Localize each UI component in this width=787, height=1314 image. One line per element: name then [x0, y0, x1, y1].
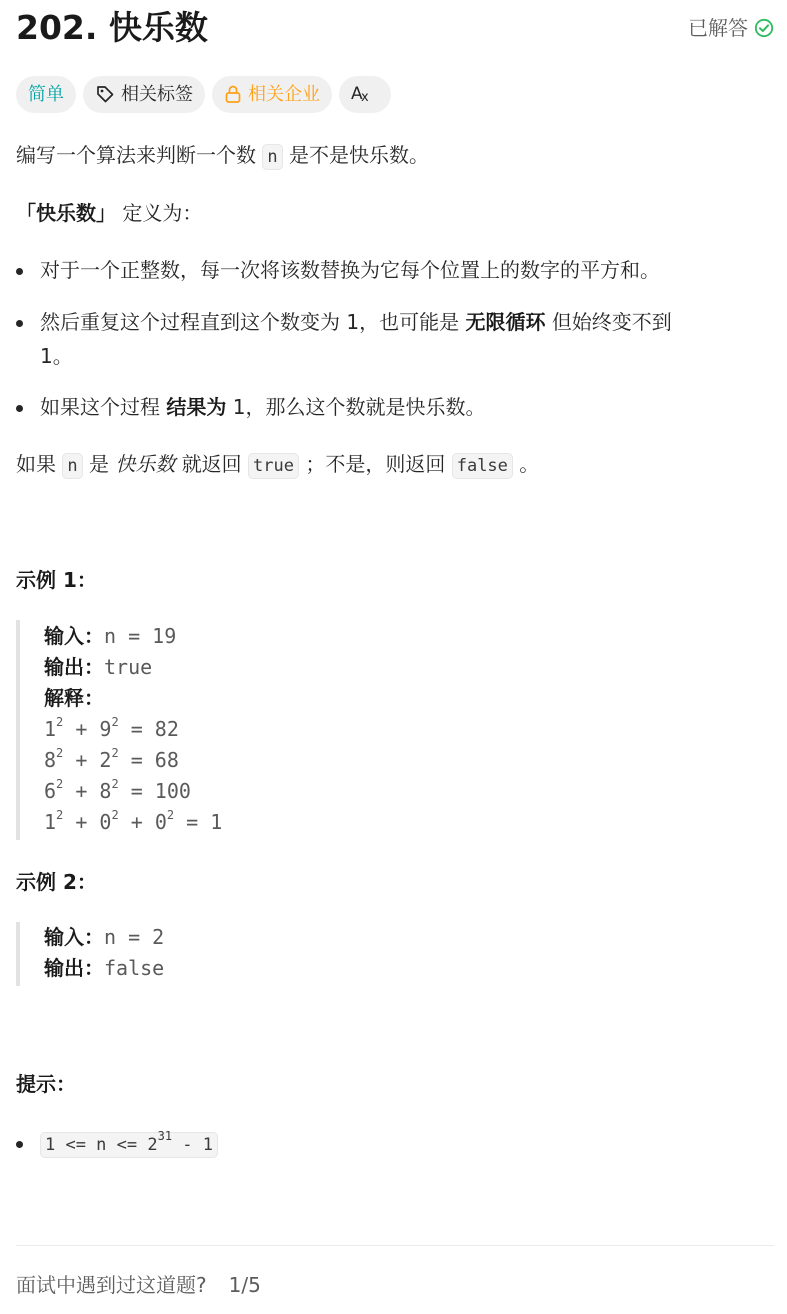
- example-input-line: [44, 621, 222, 652]
- topics-tag-button[interactable]: [83, 76, 205, 113]
- operator: +: [63, 748, 100, 772]
- digit: 0: [154, 810, 167, 834]
- digit: 9: [99, 717, 112, 741]
- explain-step: [44, 807, 222, 838]
- input-value: n = 19: [104, 624, 177, 648]
- example-explain-line: [44, 683, 222, 714]
- input-label: 输入：: [44, 624, 104, 648]
- inline-code-n: n: [262, 144, 282, 170]
- explain-step: [44, 776, 222, 807]
- operator: +: [63, 779, 100, 803]
- translate-icon: [350, 82, 374, 104]
- italic-text: 快乐数: [115, 452, 176, 476]
- exponent: 2: [56, 715, 64, 729]
- bold-text: 无限循环: [465, 310, 546, 334]
- digit: 1: [44, 717, 57, 741]
- digit: 2: [99, 748, 112, 772]
- list-item: [16, 253, 774, 287]
- example-output-line: [44, 953, 164, 984]
- divider: [16, 1245, 774, 1246]
- companies-tag-button[interactable]: [212, 76, 332, 113]
- example-2-heading: 示例 2：: [16, 870, 97, 894]
- text: 就返回: [181, 452, 242, 476]
- result: = 68: [118, 748, 179, 772]
- input-label: 输入：: [44, 925, 104, 949]
- result: = 1: [174, 810, 223, 834]
- example-2-block: [44, 922, 164, 984]
- exponent: 2: [111, 777, 119, 791]
- interview-question-label: 面试中遇到过这道题?: [16, 1273, 207, 1297]
- digit: 8: [44, 748, 57, 772]
- bold-text: 结果为: [166, 395, 227, 419]
- text: 但始终变不到: [551, 310, 672, 334]
- translate-button[interactable]: [339, 76, 391, 113]
- text: 如果: [16, 452, 56, 476]
- example-input-line: [44, 922, 164, 953]
- lock-icon: [224, 84, 242, 104]
- constraint-item: [16, 1126, 774, 1160]
- bullet-dot: [16, 405, 23, 412]
- definition-text: 定义为：: [122, 201, 203, 225]
- bullet-dot: [16, 268, 23, 275]
- return-paragraph: [16, 449, 539, 481]
- exponent: 2: [111, 715, 119, 729]
- intro-paragraph: [16, 140, 429, 172]
- constraint-code: [40, 1129, 218, 1158]
- explain-step: [44, 714, 222, 745]
- tag-icon: [95, 84, 115, 104]
- example-2-border: [16, 922, 20, 986]
- list-item-text: 对于一个正整数，每一次将该数替换为它每个位置上的数字的平方和。: [40, 258, 660, 282]
- intro-text-end: 是不是快乐数。: [288, 143, 429, 167]
- list-item-text: [40, 305, 672, 373]
- check-circle-icon: [754, 18, 774, 43]
- inline-code-n: n: [62, 453, 82, 479]
- operator: +: [118, 810, 155, 834]
- constraint-rest: - 1: [172, 1135, 213, 1155]
- svg-text:x: x: [361, 90, 369, 104]
- exponent: 2: [56, 808, 64, 822]
- operator: +: [63, 717, 100, 741]
- explain-label: 解释：: [44, 686, 104, 710]
- problem-title[interactable]: 202. 快乐数: [16, 8, 208, 47]
- exponent: 2: [111, 746, 119, 760]
- text: 是: [88, 452, 109, 476]
- topics-tag-label: 相关标签: [121, 84, 193, 105]
- digit: 0: [99, 810, 112, 834]
- bullet-dot: [16, 320, 23, 327]
- result: = 100: [118, 779, 191, 803]
- intro-text: 编写一个算法来判断一个数: [16, 143, 256, 167]
- solved-label: 已解答: [688, 16, 748, 40]
- problem-header: [16, 6, 774, 50]
- companies-tag-label: 相关企业: [248, 84, 320, 105]
- list-item: [16, 390, 774, 424]
- digit: 6: [44, 779, 57, 803]
- output-value: true: [104, 655, 153, 679]
- result: = 82: [118, 717, 179, 741]
- exponent: 2: [111, 808, 119, 822]
- text: 如果这个过程: [40, 395, 160, 419]
- text: 1，那么这个数就是快乐数。: [232, 395, 486, 419]
- example-1-block: [44, 621, 222, 838]
- exponent: 2: [56, 777, 64, 791]
- constraint-text: [40, 1126, 218, 1162]
- inline-code-true: true: [248, 453, 299, 479]
- operator: +: [63, 810, 100, 834]
- text: 然后重复这个过程直到这个数变为 1，也可能是: [40, 310, 460, 334]
- constraint-base: 1 <= n <= 2: [45, 1135, 158, 1155]
- example-output-line: [44, 652, 222, 683]
- text: 。: [519, 452, 540, 476]
- svg-text:A: A: [351, 84, 363, 104]
- definition-term: 「快乐数」: [16, 201, 116, 225]
- example-1-heading: 示例 1：: [16, 568, 97, 592]
- interview-question-row[interactable]: [16, 1270, 261, 1300]
- text: ；不是，则返回: [305, 452, 446, 476]
- exponent: 2: [56, 746, 64, 760]
- tag-bar: [16, 76, 398, 113]
- list-item-text: [40, 390, 485, 424]
- list-item: [16, 305, 774, 371]
- output-label: 输出：: [44, 655, 104, 679]
- explain-step: [44, 745, 222, 776]
- exponent: 2: [166, 808, 175, 822]
- digit: 1: [44, 810, 57, 834]
- difficulty-badge[interactable]: 简单: [16, 76, 76, 113]
- output-value: false: [104, 956, 165, 980]
- constraints-heading: 提示：: [16, 1072, 76, 1096]
- output-label: 输出：: [44, 956, 104, 980]
- solved-status: [688, 16, 774, 43]
- interview-count: 1/5: [228, 1273, 261, 1297]
- example-1-border: [16, 620, 20, 840]
- definition-paragraph: [16, 198, 202, 228]
- input-value: n = 2: [104, 925, 165, 949]
- digit: 8: [99, 779, 112, 803]
- inline-code-false: false: [452, 453, 513, 479]
- exponent: 31: [157, 1129, 173, 1143]
- bullet-dot: [16, 1141, 23, 1148]
- text: 1。: [40, 344, 73, 368]
